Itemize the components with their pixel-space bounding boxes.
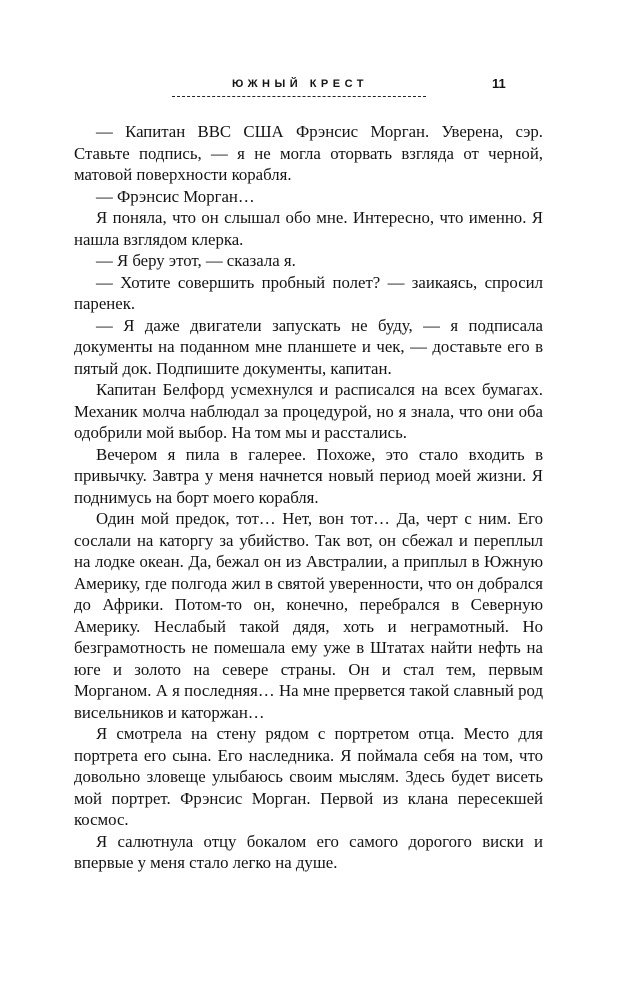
paragraph: — Хотите совершить пробный полет? — заикаясь, спросил паренек. [74, 272, 543, 313]
paragraph: Я смотрела на стену рядом с портретом отца. Место для портрета его сына. Его наследника. Я поймала себя на том, что довольно зловеще улыбаюсь своим мыслям. Здесь будет висеть мой портрет. Фрэнсис Морган. Первой из клана пересекшей космос. [74, 724, 543, 829]
paragraph: Один мой предок, тот… Нет, вон тот… Да, черт с ним. Его сослали на каторгу за убийство. Так вот, он сбежал и переплыл на лодке океан. Да, бежал он из Австралии, а приплыл в Южную Америку, где полгода жил в святой уверенности, что он добрался до Африки. Потом-то он, конечно, перебрался в Северную Америку. Неслабый такой дядя, хоть и неграмотный. Но безграмотность не помешала ему уже в Штатах найти нефть на юге и золото на севере страны. Он и стал тем, первым Морганом. А я последняя… На мне прервется такой славный род висельников и каторжан… [74, 509, 543, 722]
paragraph: Я салютнула отцу бокалом его самого дорогого виски и впервые у меня стало легко на душе. [74, 831, 543, 872]
paragraph: Вечером я пила в галерее. Похоже, это стало входить в привычку. Завтра у меня начнется новый период моей жизни. Я поднимусь на борт моего корабля. [74, 444, 543, 507]
paragraph: — Я беру этот, — сказала я. [96, 251, 296, 270]
paragraph: — Я даже двигатели запускать не буду, — я подписала документы на поданном мне планшете и чек, — доставьте его в пятый док. Подпишите документы, капитан. [74, 315, 543, 378]
paragraph: Я поняла, что он слышал обо мне. Интересно, что именно. Я нашла взглядом клерка. [74, 208, 543, 249]
paragraph: — Капитан ВВС США Фрэнсис Морган. Уверена, сэр. Ставьте подпись, — я не могла оторвать взгляда от черной, матовой поверхности корабля. [74, 122, 543, 184]
running-title: ЮЖНЫЙ КРЕСТ [232, 78, 368, 90]
page-number: 11 [492, 76, 506, 91]
header-dashed-rule [172, 96, 426, 97]
paragraph: — Фрэнсис Морган… [96, 186, 255, 206]
body-text [74, 121, 543, 874]
page-header [0, 0, 619, 110]
paragraph: Капитан Белфорд усмехнулся и расписался на всех бумагах. Механик молча наблюдал за процедурой, но я знала, что они оба одобрили мой выбор. На том мы и расстались. [74, 380, 543, 442]
